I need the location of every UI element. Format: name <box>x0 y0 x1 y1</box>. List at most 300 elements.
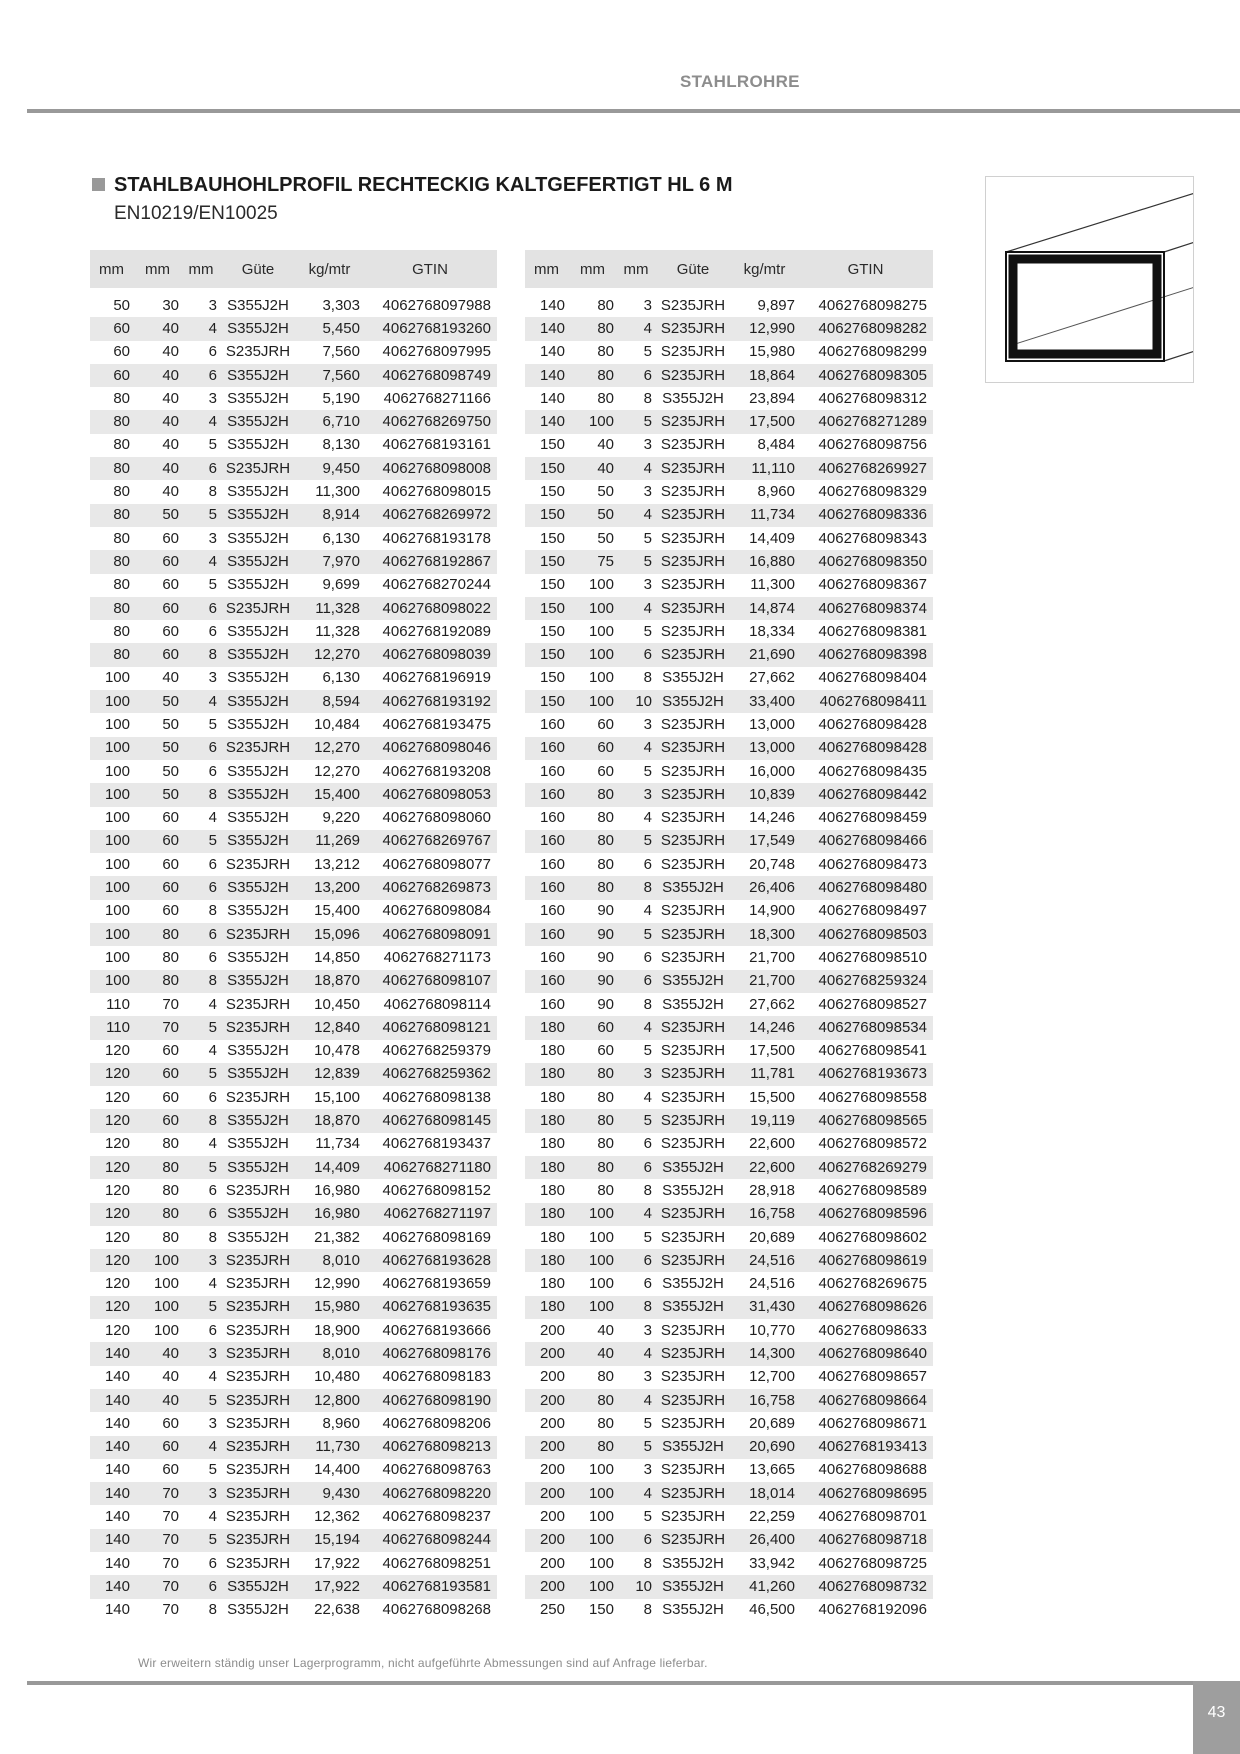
cell-weight: 12,270 <box>296 643 363 666</box>
cell-gtin: 4062768098541 <box>818 1042 927 1060</box>
cell-height: 60 <box>133 1109 182 1132</box>
cell-grade: S355J2H <box>220 1109 296 1132</box>
cell-height: 60 <box>162 855 179 873</box>
cell-gtin: 4062768098657 <box>818 1368 927 1386</box>
cell-thickness: 5 <box>617 410 655 433</box>
cell-thickness: 6 <box>182 364 220 387</box>
cell-width: 80 <box>90 457 133 480</box>
cell-gtin: 4062768098237 <box>382 1508 491 1526</box>
cell-grade: S355J2H <box>655 690 731 713</box>
cell-gtin: 4062768098176 <box>363 1342 497 1365</box>
cell-height: 70 <box>133 1016 182 1039</box>
table-row <box>525 1296 933 1319</box>
cell-grade: S235JRH <box>660 1042 726 1060</box>
cell-width: 140 <box>90 1389 133 1412</box>
cell-gtin: 4062768098084 <box>382 902 491 920</box>
cell-width: 160 <box>539 855 565 873</box>
footer-divider <box>27 1681 1197 1685</box>
cell-height: 100 <box>588 622 614 640</box>
cell-width: 200 <box>525 1342 568 1365</box>
cell-width: 180 <box>539 1135 565 1153</box>
cell-width: 200 <box>539 1554 565 1572</box>
cell-gtin: 4062768098428 <box>818 715 927 733</box>
cell-thickness: 3 <box>643 1321 652 1339</box>
cell-grade: S355J2H <box>220 1063 296 1086</box>
cell-thickness: 4 <box>208 1368 217 1386</box>
cell-gtin: 4062768098473 <box>818 855 927 873</box>
cell-weight: 21,700 <box>731 970 798 993</box>
cell-height: 80 <box>133 923 182 946</box>
cell-height: 40 <box>133 1389 182 1412</box>
cell-gtin: 4062768098718 <box>798 1529 933 1552</box>
cell-width: 140 <box>525 364 568 387</box>
table-row <box>525 291 933 317</box>
cell-thickness: 6 <box>208 1321 217 1339</box>
cell-weight: 14,246 <box>731 1016 798 1039</box>
table-row <box>525 1040 933 1063</box>
table-row <box>525 364 933 387</box>
cell-thickness: 5 <box>617 1436 655 1459</box>
cell-thickness: 5 <box>208 715 217 733</box>
column-header-weight: kg/mtr <box>296 250 363 291</box>
cell-width: 200 <box>539 1321 565 1339</box>
cell-thickness: 5 <box>182 1389 220 1412</box>
cell-gtin: 4062768192089 <box>382 622 491 640</box>
cell-grade: S235JRH <box>225 1368 291 1386</box>
cell-thickness: 6 <box>617 1529 655 1552</box>
cell-grade: S235JRH <box>220 1249 296 1272</box>
cell-gtin: 4062768098046 <box>363 737 497 760</box>
table-row <box>90 1086 497 1109</box>
cell-grade: S355J2H <box>227 762 289 780</box>
cell-weight: 9,430 <box>296 1482 363 1505</box>
cell-weight: 17,922 <box>296 1575 363 1598</box>
cell-thickness: 5 <box>182 1529 220 1552</box>
table-row <box>525 1575 933 1598</box>
cell-grade: S235JRH <box>660 1368 726 1386</box>
cell-width: 80 <box>90 643 133 666</box>
table-row <box>525 480 933 503</box>
cell-grade: S355J2H <box>662 669 724 687</box>
cell-thickness: 4 <box>182 1436 220 1459</box>
cell-width: 80 <box>90 410 133 433</box>
table-row <box>90 527 497 550</box>
cell-height: 90 <box>597 902 614 920</box>
cell-thickness: 5 <box>182 1016 220 1039</box>
cell-width: 160 <box>525 783 568 806</box>
cell-height: 80 <box>568 876 617 899</box>
table-row <box>90 830 497 853</box>
cell-width: 80 <box>113 436 130 454</box>
cell-weight: 14,850 <box>314 948 360 966</box>
cell-height: 60 <box>162 1461 179 1479</box>
cell-height: 60 <box>597 762 614 780</box>
cell-weight: 18,014 <box>731 1482 798 1505</box>
cell-weight: 14,900 <box>749 902 795 920</box>
cell-width: 100 <box>104 809 130 827</box>
table-row <box>90 1599 497 1622</box>
cell-grade: S235JRH <box>655 504 731 527</box>
cell-gtin: 4062768271180 <box>363 1156 497 1179</box>
cell-height: 100 <box>568 1249 617 1272</box>
cell-height: 80 <box>162 1135 179 1153</box>
cell-gtin: 4062768269675 <box>818 1275 927 1293</box>
cell-gtin: 4062768098596 <box>798 1203 933 1226</box>
cell-thickness: 8 <box>617 876 655 899</box>
cell-gtin: 4062768259324 <box>798 970 933 993</box>
cell-weight: 12,270 <box>296 737 363 760</box>
cell-width: 140 <box>525 410 568 433</box>
table-row <box>90 690 497 713</box>
table-row <box>525 900 933 923</box>
cell-height: 40 <box>568 1342 617 1365</box>
cell-thickness: 3 <box>182 1482 220 1505</box>
cell-gtin: 4062768098725 <box>818 1554 927 1572</box>
cell-weight: 26,406 <box>731 876 798 899</box>
cell-grade: S235JRH <box>220 1436 296 1459</box>
cell-height: 60 <box>162 1042 179 1060</box>
cell-height: 100 <box>568 643 617 666</box>
cell-height: 80 <box>133 1156 182 1179</box>
cell-height: 100 <box>133 1249 182 1272</box>
cell-height: 80 <box>568 783 617 806</box>
cell-width: 120 <box>104 1088 130 1106</box>
cell-width: 120 <box>104 1321 130 1339</box>
table-body-left <box>90 291 497 1622</box>
cell-height: 70 <box>162 1601 179 1619</box>
column-header-grade: Güte <box>220 250 296 291</box>
table-row <box>90 946 497 969</box>
cell-gtin: 4062768098756 <box>818 436 927 454</box>
cell-grade: S235JRH <box>655 1389 731 1412</box>
cell-gtin: 4062768098565 <box>798 1109 933 1132</box>
cell-height: 60 <box>133 830 182 853</box>
cell-width: 140 <box>525 291 568 317</box>
cell-width: 200 <box>539 1461 565 1479</box>
cell-gtin: 4062768098619 <box>798 1249 933 1272</box>
table-row <box>525 970 933 993</box>
table-row <box>90 1482 497 1505</box>
cell-height: 60 <box>133 550 182 573</box>
cell-weight: 5,190 <box>322 389 360 407</box>
column-header-thickness: mm <box>617 250 655 291</box>
cell-grade: S235JRH <box>655 1063 731 1086</box>
cell-weight: 12,270 <box>314 762 360 780</box>
cell-weight: 12,840 <box>296 1016 363 1039</box>
cell-gtin: 4062768193635 <box>363 1296 497 1319</box>
cell-gtin: 4062768098695 <box>798 1482 933 1505</box>
table-row <box>525 993 933 1016</box>
cell-width: 200 <box>525 1575 568 1598</box>
cell-width: 80 <box>90 597 133 620</box>
cell-thickness: 4 <box>643 902 652 920</box>
cell-grade: S355J2H <box>227 529 289 547</box>
table-row <box>525 737 933 760</box>
cell-width: 60 <box>90 317 133 340</box>
table-row <box>90 597 497 620</box>
cell-thickness: 4 <box>208 995 217 1013</box>
cell-height: 100 <box>588 1554 614 1572</box>
cell-gtin: 4062768098138 <box>382 1088 491 1106</box>
cell-height: 80 <box>568 291 617 317</box>
table-header-row <box>525 250 933 291</box>
cell-gtin: 4062768098763 <box>382 1461 491 1479</box>
cell-width: 180 <box>525 1109 568 1132</box>
cell-thickness: 6 <box>182 457 220 480</box>
cell-height: 60 <box>162 622 179 640</box>
table-row <box>90 1109 497 1132</box>
cell-width: 100 <box>104 715 130 733</box>
cell-height: 40 <box>133 317 182 340</box>
cell-grade: S355J2H <box>220 1203 296 1226</box>
table-row <box>90 970 497 993</box>
cell-grade: S235JRH <box>655 364 731 387</box>
cell-weight: 28,918 <box>749 1181 795 1199</box>
cell-gtin: 4062768193260 <box>363 317 497 340</box>
cell-height: 80 <box>597 343 614 361</box>
table-row <box>90 1133 497 1156</box>
cell-width: 60 <box>113 343 130 361</box>
cell-weight: 26,400 <box>731 1529 798 1552</box>
cell-width: 160 <box>525 737 568 760</box>
table-row <box>525 550 933 573</box>
table-row <box>90 876 497 899</box>
cell-thickness: 5 <box>182 830 220 853</box>
cell-gtin: 4062768193475 <box>382 715 491 733</box>
profile-table-right <box>525 250 933 1622</box>
cell-weight: 13,665 <box>749 1461 795 1479</box>
cell-weight: 22,259 <box>749 1508 795 1526</box>
cell-grade: S235JRH <box>655 317 731 340</box>
cell-gtin: 4062768098626 <box>798 1296 933 1319</box>
column-header-height: mm <box>568 250 617 291</box>
cell-gtin: 4062768098190 <box>363 1389 497 1412</box>
cell-grade: S355J2H <box>662 1181 724 1199</box>
cell-gtin: 4062768269972 <box>363 504 497 527</box>
cell-height: 80 <box>133 1203 182 1226</box>
cell-thickness: 8 <box>617 1296 655 1319</box>
cell-thickness: 6 <box>617 1249 655 1272</box>
cell-weight: 17,922 <box>314 1554 360 1572</box>
cell-thickness: 6 <box>182 1203 220 1226</box>
cell-gtin: 4062768098749 <box>363 364 497 387</box>
table-row <box>90 760 497 783</box>
cell-gtin: 4062768193208 <box>382 762 491 780</box>
cell-width: 100 <box>104 855 130 873</box>
cell-grade: S355J2H <box>227 1135 289 1153</box>
cell-thickness: 3 <box>617 291 655 317</box>
cell-gtin: 4062768098183 <box>382 1368 491 1386</box>
cell-grade: S235JRH <box>660 1135 726 1153</box>
cell-grade: S355J2H <box>227 1042 289 1060</box>
cell-height: 100 <box>588 1275 614 1293</box>
table-row <box>90 291 497 317</box>
table-row <box>525 1249 933 1272</box>
cell-thickness: 8 <box>208 483 217 501</box>
cell-thickness: 3 <box>643 576 652 594</box>
cell-thickness: 4 <box>617 1389 655 1412</box>
cell-height: 60 <box>597 715 614 733</box>
cell-gtin: 4062768098442 <box>798 783 933 806</box>
cell-height: 100 <box>568 1482 617 1505</box>
cell-width: 150 <box>525 457 568 480</box>
cell-weight: 24,516 <box>749 1275 795 1293</box>
cell-gtin: 4062768271173 <box>383 948 491 966</box>
cell-height: 50 <box>597 483 614 501</box>
cell-width: 200 <box>539 1414 565 1432</box>
table-row <box>525 1086 933 1109</box>
cell-thickness: 8 <box>643 1601 652 1619</box>
cell-width: 80 <box>113 483 130 501</box>
cell-thickness: 6 <box>617 1156 655 1179</box>
cell-gtin: 4062768098640 <box>798 1342 933 1365</box>
cell-weight: 11,328 <box>315 622 360 640</box>
cell-weight: 16,980 <box>314 1181 360 1199</box>
cell-gtin: 4062768193437 <box>382 1135 491 1153</box>
cell-thickness: 6 <box>208 855 217 873</box>
cell-width: 150 <box>525 643 568 666</box>
cell-thickness: 6 <box>182 597 220 620</box>
cell-thickness: 6 <box>208 1088 217 1106</box>
cell-weight: 15,400 <box>314 902 360 920</box>
table-header-row <box>90 250 497 291</box>
cell-width: 180 <box>525 1156 568 1179</box>
cell-grade: S355J2H <box>227 483 289 501</box>
cell-height: 80 <box>597 855 614 873</box>
cell-width: 140 <box>104 1601 130 1619</box>
cell-grade: S355J2H <box>220 364 296 387</box>
cell-thickness: 3 <box>208 1414 217 1432</box>
cell-thickness: 3 <box>208 389 217 407</box>
cell-thickness: 6 <box>182 737 220 760</box>
cell-width: 80 <box>113 576 130 594</box>
cell-width: 120 <box>90 1063 133 1086</box>
cell-height: 100 <box>153 1321 179 1339</box>
cell-grade: S235JRH <box>660 1228 726 1246</box>
table-row <box>525 946 933 969</box>
table-row <box>90 1156 497 1179</box>
cell-height: 100 <box>133 1296 182 1319</box>
cell-width: 110 <box>106 995 130 1013</box>
cell-grade: S235JRH <box>660 1414 726 1432</box>
cell-height: 40 <box>162 669 179 687</box>
table-row <box>525 1482 933 1505</box>
cell-width: 180 <box>525 1296 568 1319</box>
cell-weight: 17,549 <box>731 830 798 853</box>
cell-grade: S355J2H <box>227 576 289 594</box>
cell-weight: 24,516 <box>731 1249 798 1272</box>
cell-weight: 10,484 <box>314 715 360 733</box>
cell-thickness: 3 <box>643 715 652 733</box>
cell-thickness: 6 <box>208 622 217 640</box>
cell-width: 100 <box>104 669 130 687</box>
cell-weight: 41,260 <box>731 1575 798 1598</box>
cell-weight: 8,010 <box>296 1249 363 1272</box>
cell-weight: 10,478 <box>314 1042 360 1060</box>
cell-thickness: 4 <box>617 504 655 527</box>
cell-height: 80 <box>597 1181 614 1199</box>
cell-width: 120 <box>104 1228 130 1246</box>
cell-grade: S355J2H <box>227 902 289 920</box>
cell-height: 100 <box>588 1508 614 1526</box>
cell-weight: 11,110 <box>731 457 798 480</box>
table-row <box>525 1389 933 1412</box>
cell-gtin: 4062768193178 <box>382 529 491 547</box>
cell-grade: S235JRH <box>660 483 726 501</box>
table-row <box>525 597 933 620</box>
cell-height: 50 <box>162 762 179 780</box>
cell-gtin: 4062768098510 <box>818 948 927 966</box>
cell-gtin: 4062768193413 <box>798 1436 933 1459</box>
table-row <box>525 1109 933 1132</box>
cell-gtin: 4062768193192 <box>363 690 497 713</box>
cell-height: 50 <box>597 529 614 547</box>
cell-weight: 21,382 <box>314 1228 360 1246</box>
column-header-height: mm <box>133 250 182 291</box>
table-row <box>525 853 933 876</box>
cell-grade: S235JRH <box>225 1275 291 1293</box>
cell-thickness: 8 <box>643 1181 652 1199</box>
cell-thickness: 4 <box>643 809 652 827</box>
cell-thickness: 4 <box>182 690 220 713</box>
cell-gtin: 4062768098480 <box>798 876 933 899</box>
cell-height: 100 <box>588 576 614 594</box>
cell-weight: 16,758 <box>731 1389 798 1412</box>
cell-width: 100 <box>90 737 133 760</box>
table-row <box>525 1459 933 1482</box>
cell-weight: 20,748 <box>749 855 795 873</box>
cell-gtin: 4062768098558 <box>818 1088 927 1106</box>
cell-gtin: 4062768098459 <box>818 809 927 827</box>
cell-thickness: 5 <box>643 343 652 361</box>
page-number: 43 <box>1207 1704 1226 1721</box>
cell-grade: S355J2H <box>662 995 724 1013</box>
cell-grade: S355J2H <box>220 317 296 340</box>
cell-weight: 8,960 <box>322 1414 360 1432</box>
cell-gtin: 4062768098077 <box>382 855 491 873</box>
cell-height: 70 <box>162 995 179 1013</box>
cell-weight: 27,662 <box>749 669 795 687</box>
cell-gtin: 4062768193673 <box>798 1063 933 1086</box>
table-body-right <box>525 291 933 1622</box>
cell-gtin: 4062768269927 <box>798 457 933 480</box>
cell-grade: S235JRH <box>220 923 296 946</box>
cell-grade: S355J2H <box>655 1156 731 1179</box>
cell-weight: 15,194 <box>296 1529 363 1552</box>
cell-weight: 13,200 <box>296 876 363 899</box>
table-row <box>525 410 933 433</box>
cell-weight: 17,500 <box>731 410 798 433</box>
cell-height: 60 <box>162 1088 179 1106</box>
cell-height: 100 <box>568 1203 617 1226</box>
cell-grade: S355J2H <box>227 1601 289 1619</box>
cell-grade: S355J2H <box>220 830 296 853</box>
cell-width: 150 <box>539 529 565 547</box>
cell-weight: 21,700 <box>749 948 795 966</box>
cell-width: 140 <box>539 343 565 361</box>
cell-grade: S235JRH <box>655 1529 731 1552</box>
table-row <box>90 1552 497 1575</box>
cell-grade: S235JRH <box>225 855 291 873</box>
cell-height: 60 <box>133 1063 182 1086</box>
cell-weight: 9,699 <box>322 576 360 594</box>
cell-weight: 12,990 <box>314 1275 360 1293</box>
cell-grade: S355J2H <box>655 1436 731 1459</box>
cell-thickness: 3 <box>643 1368 652 1386</box>
cell-thickness: 6 <box>208 948 217 966</box>
cell-width: 140 <box>104 1554 130 1572</box>
cell-height: 80 <box>597 1414 614 1432</box>
